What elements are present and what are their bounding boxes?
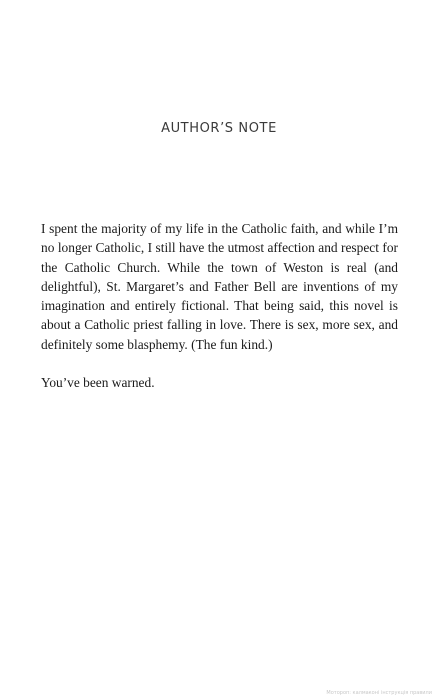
watermark: Мотороп: калмаконі інструкція правили (326, 690, 432, 696)
author-note-body (41, 219, 398, 393)
page-heading: AUTHOR’S NOTE (161, 121, 277, 136)
paragraph-intro: I spent the majority of my life in the Catholic faith, and while I’m no longer Catholic, I still have the utmost affection and respect for the Catholic Church. While the town of Weston is real (and delightful), St. Margaret’s and Father Bell are inventions of my imagination and entirely fictional. That being said, this novel is about a Catholic priest falling in love. There is sex, more sex, and definitely some blasphemy. (The fun kind.) (41, 221, 398, 352)
paragraph-warning: You’ve been warned. (41, 375, 155, 391)
